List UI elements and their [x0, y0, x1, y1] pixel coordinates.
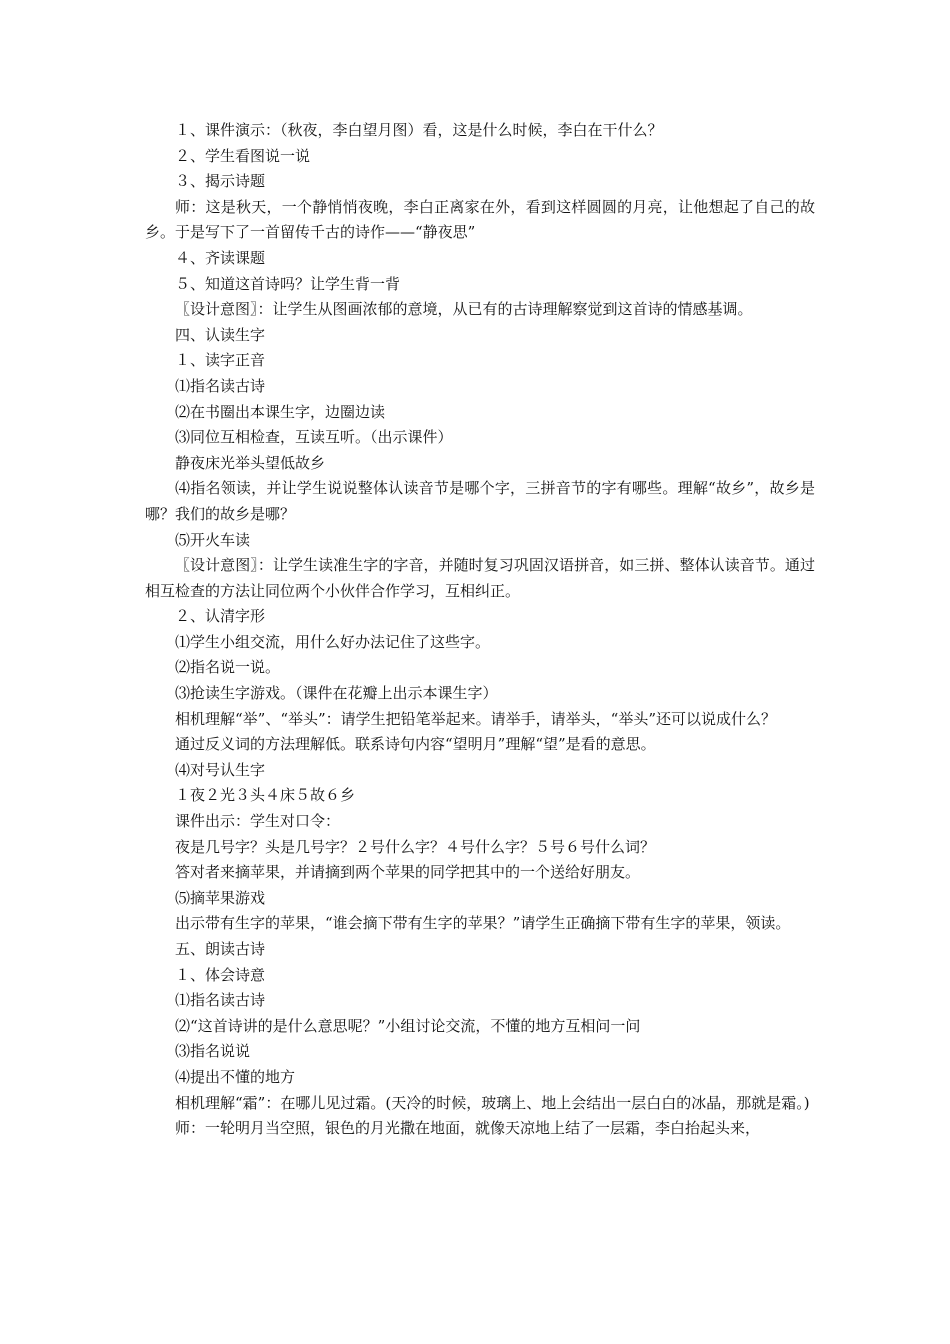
paragraph: ⑴学生小组交流，用什么好办法记住了这些字。 [175, 632, 491, 651]
paragraph: ⑸开火车读 [175, 530, 251, 549]
paragraph: ２、学生看图说一说 [175, 146, 311, 165]
paragraph: ⑷指名领读，并让学生说说整体认读音节是哪个字，三拼音节的字有哪些。理解“故乡”，故乡是哪？我们的故乡是哪？ [145, 479, 815, 523]
design-intent-note: 〖设计意图〗：让学生读准生字的字音，并随时复习巩固汉语拼音，如三拼、整体认读音节。通过相互检查的方法让同位两个小伙伴合作学习，互相纠正。 [145, 556, 815, 600]
paragraph: 通过反义词的方法理解低。联系诗句内容“望明月”理解“望”是看的意思。 [175, 735, 656, 754]
paragraph: ⑵指名说一说。 [175, 658, 281, 677]
paragraph: ⑴指名读古诗 [175, 376, 266, 395]
paragraph: 相机理解“举”、“举头”：请学生把铅笔举起来。请举手，请举头，“举头”还可以说成什么？ [175, 709, 777, 728]
paragraph: 静夜床光举头望低故乡 [175, 453, 326, 472]
paragraph: ５、知道这首诗吗？让学生背一背 [175, 274, 401, 293]
paragraph: 课件出示：学生对口令： [175, 812, 341, 831]
design-intent-note: 〖设计意图〗：让学生从图画浓郁的意境，从已有的古诗理解察觉到这首诗的情感基调。 [175, 300, 753, 319]
paragraph: 夜是几号字？头是几号字？２号什么字？４号什么字？５号６号什么词？ [175, 837, 656, 856]
document-body [145, 118, 815, 1142]
section-heading: 四、认读生字 [175, 325, 266, 344]
paragraph: ⑶抢读生字游戏。（课件在花瓣上出示本课生字） [175, 684, 498, 703]
paragraph: ３、揭示诗题 [175, 172, 266, 191]
paragraph: ⑷对号认生字 [175, 760, 266, 779]
paragraph: ２、认清字形 [175, 607, 266, 626]
paragraph: ⑵在书圈出本课生字，边圈边读 [175, 402, 386, 421]
paragraph: １、体会诗意 [175, 965, 266, 984]
paragraph: 师：一轮明月当空照，银色的月光撒在地面，就像天凉地上结了一层霜，李白抬起头来， [175, 1119, 761, 1138]
paragraph: ⑵“这首诗讲的是什么意思呢？”小组讨论交流，不懂的地方互相问一问 [175, 1016, 641, 1035]
paragraph: １夜２光３头４床５故６乡 [175, 786, 356, 805]
paragraph: ４、齐读课题 [175, 248, 266, 267]
paragraph: 答对者来摘苹果，并请摘到两个苹果的同学把其中的一个送给好朋友。 [175, 863, 641, 882]
paragraph: ⑸摘苹果游戏 [175, 888, 266, 907]
paragraph: 相机理解“霜”：在哪儿见过霜。(天冷的时候，玻璃上、地上会结出一层白白的冰晶，那就是霜。) [175, 1093, 810, 1112]
paragraph: １、课件演示：（秋夜，李白望月图）看，这是什么时候，李白在干什么？ [175, 121, 663, 139]
paragraph: ⑷提出不懂的地方 [175, 1067, 296, 1086]
paragraph: 师：这是秋天，一个静悄悄夜晚，李白正离家在外，看到这样圆圆的月亮，让他想起了自己的故乡。于是写下了一首留传千古的诗作——“静夜思” [145, 197, 815, 242]
section-heading: 五、朗读古诗 [175, 940, 266, 958]
paragraph: ⑶指名说说 [175, 1042, 251, 1061]
paragraph: １、读字正音 [175, 351, 266, 370]
paragraph: ⑴指名读古诗 [175, 991, 266, 1010]
paragraph: ⑶同位互相检查，互读互听。（出示课件） [175, 428, 453, 447]
paragraph: 出示带有生字的苹果，“谁会摘下带有生字的苹果？”请学生正确摘下带有生字的苹果，领读。 [175, 914, 791, 933]
